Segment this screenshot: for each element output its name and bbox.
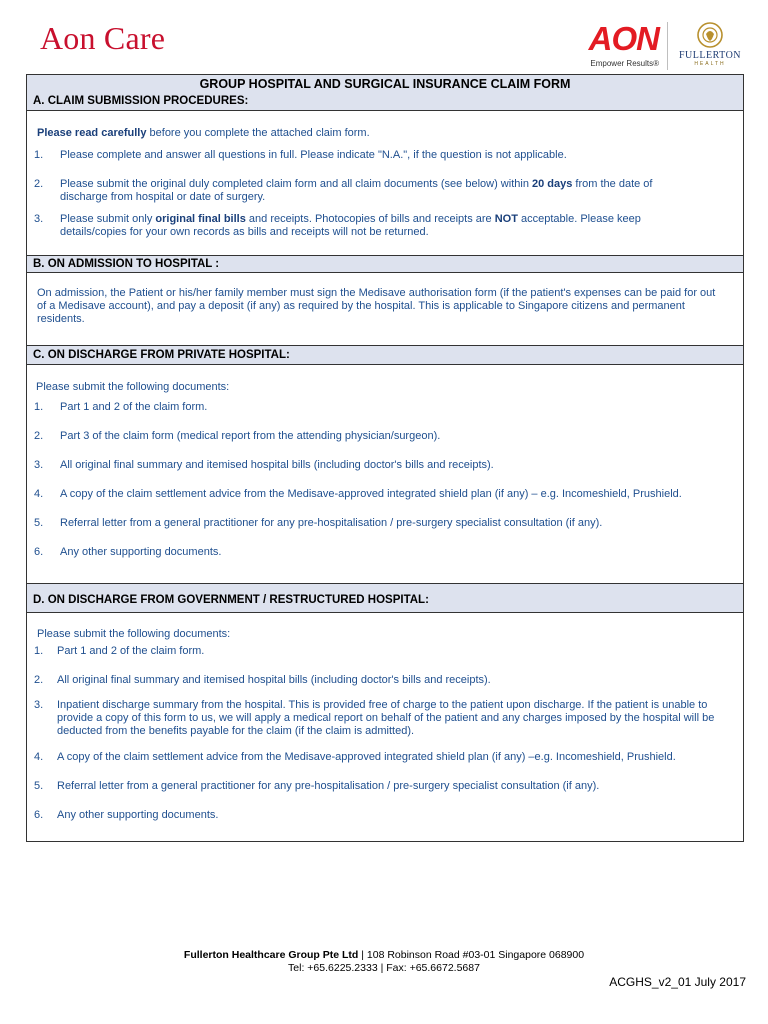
section-d-item-1: Part 1 and 2 of the claim form. [57, 645, 205, 657]
section-c-item-3: All original final summary and itemised hospital bills (including doctor's bills and receipts). [60, 459, 494, 471]
aon-tagline: Empower Results® [590, 59, 659, 68]
item-number: 3. [34, 459, 44, 471]
section-d-intro: Please submit the following documents: [37, 628, 231, 640]
section-a-item-1: Please complete and answer all questions in full. Please indicate "N.A.", if the question is not applicable. [60, 149, 567, 161]
item-number: 2. [34, 674, 44, 686]
aon-logo [589, 22, 668, 70]
fullerton-logo [668, 22, 744, 67]
section-a-heading: A. CLAIM SUBMISSION PROCEDURES: [27, 93, 743, 111]
section-a-intro [37, 127, 727, 140]
item-number: 1. [34, 645, 44, 657]
document-code: ACGHS_v2_01 July 2017 [609, 975, 746, 989]
fullerton-name: FULLERTON [678, 50, 742, 61]
section-b-text: On admission, the Patient or his/her family member must sign the Medisave authorisation form (if the patient's expenses can be paid for out of a Medisave account), and pay a deposit (if any) as required by the hospital. This is applicable to Singapore citizens and permanent residents. [37, 287, 716, 325]
intro-rest: before you complete the attached claim form. [146, 127, 370, 139]
footer-contact: Tel: +65.6225.2333 | Fax: +65.6672.5687 [288, 962, 480, 974]
section-d-item-3: Inpatient discharge summary from the hospital. This is provided free of charge to the patient upon discharge. If the patient is unable to provide a copy of this form to us, we will apply a medical report on behalf of the patient and any charges imposed by the hospital will be deducted from the benefits payable for the claim (if the claim is admitted). [57, 699, 715, 737]
lion-crest-icon [697, 22, 723, 48]
section-c-heading: C. ON DISCHARGE FROM PRIVATE HOSPITAL: [27, 345, 743, 365]
item-number: 4. [34, 488, 44, 500]
item-number: 5. [34, 517, 44, 529]
section-c-item-2: Part 3 of the claim form (medical report from the attending physician/surgeon). [60, 430, 441, 442]
section-a-item-3: Please submit only original final bills and receipts. Photocopies of bills and receipts are NOT acceptable. Please keep details/copies for your own records as bills and receipts will not be returned. [60, 213, 641, 238]
fullerton-sub: HEALTH [694, 61, 726, 67]
section-d-item-2: All original final summary and itemised hospital bills (including doctor's bills and receipts). [57, 674, 491, 686]
item-number: 2. [34, 178, 44, 190]
item-number: 4. [34, 751, 44, 763]
section-d-item-5: Referral letter from a general practitioner for any pre-hospitalisation / pre-surgery specialist consultation (if any). [57, 780, 600, 792]
item-number: 1. [34, 149, 44, 161]
claim-form [26, 74, 744, 842]
section-d-heading: D. ON DISCHARGE FROM GOVERNMENT / RESTRUCTURED HOSPITAL: [27, 583, 743, 613]
item-number: 1. [34, 401, 44, 413]
section-c-item-4: A copy of the claim settlement advice from the Medisave-approved integrated shield plan (if any) – e.g. Incomeshield, Prushield. [60, 488, 682, 500]
section-b-heading: B. ON ADMISSION TO HOSPITAL : [27, 255, 743, 273]
footer-address-text: | 108 Robinson Road #03-01 Singapore 068900 [358, 949, 585, 961]
item-number: 5. [34, 780, 44, 792]
item-number: 6. [34, 809, 44, 821]
section-c-item-6: Any other supporting documents. [60, 546, 222, 558]
form-title: GROUP HOSPITAL AND SURGICAL INSURANCE CLAIM FORM [27, 75, 743, 94]
partner-logos [589, 22, 744, 70]
section-a-item-2: Please submit the original duly completed claim form and all claim documents (see below) within 20 days from the date of discharge from hospital or date of surgery. [60, 178, 653, 203]
section-c-item-5: Referral letter from a general practitioner for any pre-hospitalisation / pre-surgery specialist consultation (if any). [60, 517, 603, 529]
section-d-item-6: Any other supporting documents. [57, 809, 219, 821]
item-number: 2. [34, 430, 44, 442]
intro-bold: Please read carefully [37, 127, 147, 139]
section-c-intro: Please submit the following documents: [36, 381, 230, 393]
aon-logo-word: AON [588, 20, 659, 57]
footer-company: Fullerton Healthcare Group Pte Ltd [183, 949, 359, 961]
item-number: 3. [34, 213, 44, 225]
footer-address [0, 949, 768, 961]
section-d-item-4: A copy of the claim settlement advice from the Medisave-approved integrated shield plan (if any) –e.g. Incomeshield, Prushield. [57, 751, 676, 763]
item-number: 6. [34, 546, 44, 558]
section-c-item-1: Part 1 and 2 of the claim form. [60, 401, 208, 413]
item-number: 3. [34, 699, 44, 711]
aon-care-brand: Aon Care [40, 20, 166, 56]
